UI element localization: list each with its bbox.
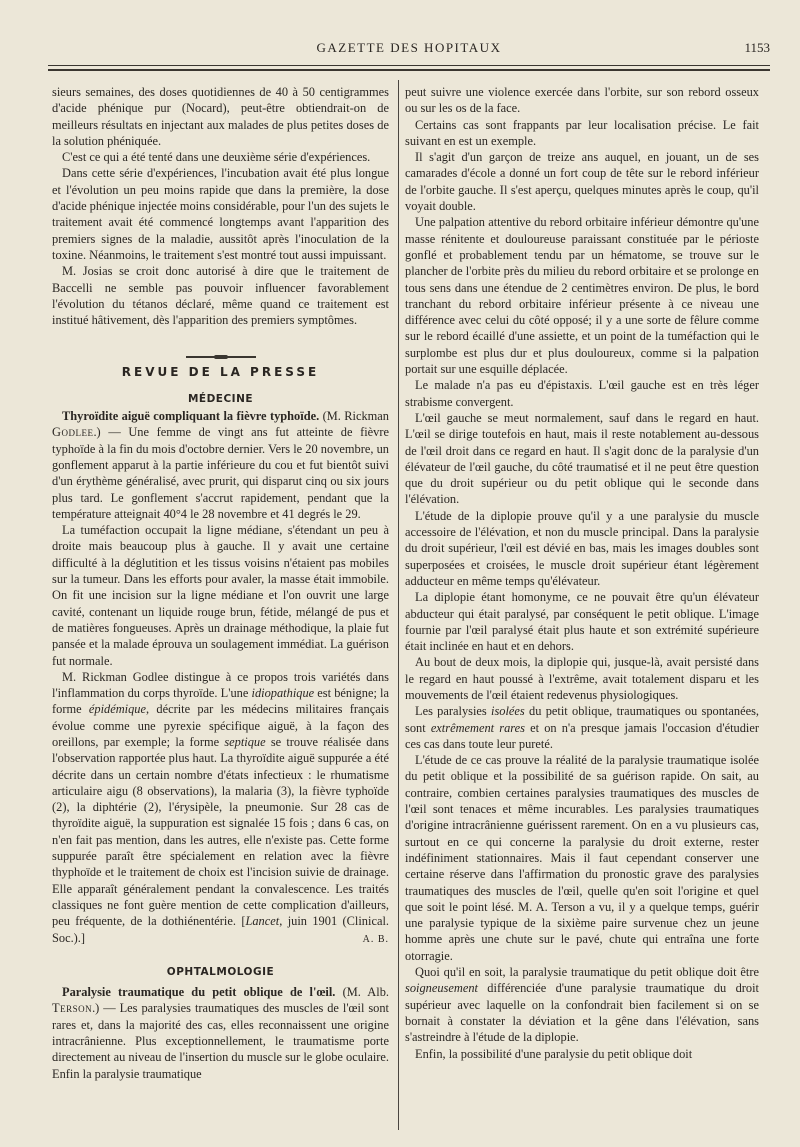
section-ornament xyxy=(186,356,256,358)
paragraph: Dans cette série d'expériences, l'incubation avait été plus longue et l'évolution un peu moins rapide que dans la première, la dose d'acide phénique injectée moins considérable, pour l'un des sujets le traitement avait été commencé longtemps avant l'apparition des premiers signes de la maladie, aussitôt après l'inoculation de la toxine. Néanmoins, le traitement s'est montré tout aussi impuissant. xyxy=(52,166,389,262)
article-text: — Une femme de vingt ans fut atteinte de fièvre typhoïde à la fin du mois d'octobre dernier. Vers le 20 novembre, un gonflement apparut à la partie inférieure du cou et fut bientôt suivi d'un érythème généralisé, avec prurit, qui disparut cinq ou six jours plus tard. Le gonflement s'accrut rapidement, pendant que la température atteignait 40°4 le 28 novembre et 41 degrés le 29. xyxy=(52,425,389,521)
article-paralysie xyxy=(52,984,389,1082)
paragraph-isolees xyxy=(405,703,759,752)
column-divider xyxy=(398,80,399,1130)
paragraph: L'œil gauche se meut normalement, sauf dans le regard en haut. L'œil se dirige toutefois en haut, mais il reste notablement au-dessous de l'œil droit dans ce regard en haut. Il s'agit donc de la paralysie d'un élévateur de l'œil gauche, du côté traumatisé et il ne peut être question que du droit supérieur ou du petit oblique qui le seconde dans l'élévation. xyxy=(405,410,759,507)
paragraph: Le malade n'a pas eu d'épistaxis. L'œil gauche est en très léger strabisme convergent. xyxy=(405,378,759,409)
article-author-suffix: .) xyxy=(92,1001,100,1016)
paragraph: peut suivre une violence exercée dans l'orbite, sur son rebord osseux ou sur les os de la face. xyxy=(405,85,759,116)
article-author-suffix: .) xyxy=(93,425,101,440)
paragraph-varietes xyxy=(52,669,389,946)
paragraph: sieurs semaines, des doses quotidiennes de 40 à 50 centigrammes d'acide phénique pur (Nocard), peut-être obtiendrait-on de meilleurs résultats en injectant aux malades de plus petites doses de la solution phéniquée. xyxy=(52,85,389,148)
text-run: et on n'a presque jamais l'occasion d'étudier ces cas dans toute leur pureté. xyxy=(405,720,759,751)
text-run: M. Rickman Godlee distingue à ce propos trois variétés dans l'inflammation du corps thyroïde. L'une xyxy=(52,669,389,701)
journal-name: Lancet xyxy=(245,914,280,929)
paragraph: L'étude de la diplopie prouve qu'il y a une paralysie du muscle accessoire de l'élévation, et non du muscle principal. Dans la paralysie du droit supérieur, l'œil est dévié en bas, mais les images doubles sont superposées et croisées, le muscle droit supérieur étant légèrement adducteur en même temps qu'élévateur. xyxy=(405,508,759,588)
italic-term: septique xyxy=(224,734,266,749)
italic-term: idiopathique xyxy=(251,686,315,701)
text-run: , juin 1901 (Clinical. Soc.).] xyxy=(52,914,389,945)
paragraph: L'étude de ce cas prouve la réalité de la paralysie traumatique isolée du petit oblique et la possibilité de sa guérison rapide. On sait, au contraire, combien certaines paralysies traumatiques des muscles de l'œil sont tenaces et même incurables. Les paralysies traumatiques d'origine intracrânienne guérissent rarement. On en a vu plusieurs cas, surtout en ce qui concerne la paralysie du droit externe, rester indéfiniment stationnaires. Mais il faut cependant conserver une certaine réserve dans l'affirmation du pronostic grave des paralysies traumatiques des muscles de l'œil, quelle qu'en soit l'origine et quel que soit le point lésé. M. A. Terson a vu, il y a quelque temps, guérir une paralysie typique de la sixième paire survenue chez un jeune homme après une chute sur le pavé, chute qui entraîna une forte otorragie. xyxy=(405,753,759,963)
article-author-prefix: (M. Alb. xyxy=(342,985,389,1000)
page-header xyxy=(48,40,770,62)
article-author: Terson xyxy=(52,1001,93,1016)
paragraph-soigneusement xyxy=(405,964,759,1045)
italic-term: épidémique xyxy=(88,702,147,717)
paragraph: Au bout de deux mois, la diplopie qui, jusque-là, avait persisté dans le regard en haut poussé à l'extrême, avait totalement disparu et les mouvements de l'œil étaient redevenus physiologiques. xyxy=(405,655,759,702)
right-column xyxy=(405,84,759,1062)
page-number: 1153 xyxy=(744,40,770,55)
subsection-heading-medecine: MÉDECINE xyxy=(187,392,254,405)
paragraph: La tuméfaction occupait la ligne médiane, s'étendant un peu à droite mais beaucoup plus à gauche. Il y avait une certaine difficulté à la déglutition et les tissus voisins n'étaient pas mobiles sur la tumeur. Dans les efforts pour avaler, la masse était immobile. On fit une incision sur la ligne médiane et l'on ouvrit une large cavité, contenant un liquide rouge brun, fétide, mélangé de pus et de matières fongueuses. Après un drainage méthodique, la plaie fut pansée et la malade éprouva un soulagement immédiat. La guérison fut normale. xyxy=(52,523,389,668)
text-run: est bénigne; la forme xyxy=(52,686,389,717)
article-author: Godlee xyxy=(52,425,94,440)
text-run: Les paralysies xyxy=(415,704,492,719)
paragraph: La diplopie étant homonyme, ce ne pouvait être qu'un élévateur abducteur qui était paralysé, par conséquent le petit oblique. L'image fournie par l'œil paralysé était plus haute et son extrémité supérieure était inclinée en haut et en dehors. xyxy=(405,590,759,654)
section-title: REVUE DE LA PRESSE xyxy=(121,365,320,380)
text-run: , décrite par les médecins militaires français évolue comme une pyrexie spécifique aiguë, à la façon des oreillons, par exemple; la forme xyxy=(52,702,389,749)
italic-term: isolées xyxy=(491,704,525,719)
paragraph: Certains cas sont frappants par leur localisation précise. Le fait suivant en est un exemple. xyxy=(405,117,759,148)
paragraph: Il s'agit d'un garçon de treize ans auquel, en jouant, un de ses camarades d'école a donné un fort coup de tête sur le rebord inférieur de l'orbite gauche. Il s'est aperçu, quelques minutes après le coup, qu'il voyait double. xyxy=(405,150,759,214)
article-author-prefix: (M. Rickman xyxy=(322,409,389,424)
subsection-heading-ophtalmologie: OPHTALMOLOGIE xyxy=(166,965,275,978)
left-column xyxy=(52,84,389,1082)
article-text: — Les paralysies traumatiques des muscles de l'œil sont rares et, dans la majorité des cas, elles reconnaissent une origine intracrânienne. Plus exceptionnellement, le traumatisme porte directement au niveau de l'insertion du muscle sur le globe oculaire. Enfin la paralysie traumatique xyxy=(52,1001,390,1081)
text-run: Quoi qu'il en soit, la paralysie traumatique du petit oblique doit être xyxy=(415,965,759,980)
italic-term: extrêmement rares xyxy=(430,720,525,735)
italic-term: soigneusement xyxy=(405,981,478,996)
paragraph: C'est ce qui a été tenté dans une deuxième série d'expériences. xyxy=(62,150,371,165)
header-rule xyxy=(48,65,770,66)
article-title: Paralysie traumatique du petit oblique de l'œil. xyxy=(62,985,336,1000)
paragraph: Une palpation attentive du rebord orbitaire inférieur démontre qu'une masse rénitente et douloureuse paraissant constituée par le périoste gonflé et probablement tendu par un hématome, se trouve sur le plancher de l'orbite près du milieu du rebord orbitaire et se prolonge en tous sens dans une étendue de 2 centimètres environ. De plus, le bord tranchant du rebord orbitaire inférieur présente à ce niveau une différence avec celui du côté opposé; il y a une sorte de fêlure comme sur le rebord écaillé d'une assiette, et un point de la tuméfaction qui le surplombe est plus dur et plus douloureux, comme si la palpation portait sur une esquille déplacée. xyxy=(405,215,759,377)
signature: A. B. xyxy=(362,933,389,945)
article-thyroidite xyxy=(52,408,389,522)
text-run: se trouve réalisée dans l'observation rapportée plus haut. La thyroïdite aiguë suppurée a été décrite dans un certain nombre d'états infectieux : le rhumatisme articulaire aigu (8 observations), la malaria (3), la fièvre typhoïde (2), la diphtérie (2), l'érysipèle, la pneumonie. Sur 28 cas de thyroïdite aiguë, la suppuration est signalée 15 fois ; dans 6 cas, on n'en fait pas mention, dans les autres, elle n'existe pas. Cette forme suppurée paraît être spécialement en relation avec la fièvre thyphoïde et le traitement de choix est l'incision suivie de drainage. Elle apparaît généralement pendant la convalescence. Les traités classiques ne font guère mention de cette complication d'ailleurs, peu fréquente, de la dothiénentérie. [ xyxy=(52,734,389,929)
paragraph: Enfin, la possibilité d'une paralysie du petit oblique doit xyxy=(415,1046,693,1061)
paragraph: M. Josias se croit donc autorisé à dire que le traitement de Baccelli ne semble pas pouvoir influencer favorablement l'évolution du tétanos déclaré, même quand ce traitement est institué hâtivement, dès l'apparition des premiers symptômes. xyxy=(52,264,389,328)
article-title: Thyroïdite aiguë compliquant la fièvre typhoïde. xyxy=(62,409,320,424)
running-title: GAZETTE DES HOPITAUX xyxy=(316,40,502,55)
header-rule-thick xyxy=(48,69,770,71)
text-run: différenciée d'une paralysie traumatique du droit supérieur avec laquelle on la confondrait bien facilement si on se bornait à constater la déviation et la gêne dans l'élévation, sans s'astreindre à l'étude de la diplopie. xyxy=(405,981,759,1045)
text-run: du petit oblique, traumatiques ou spontanées, sont xyxy=(405,704,759,735)
